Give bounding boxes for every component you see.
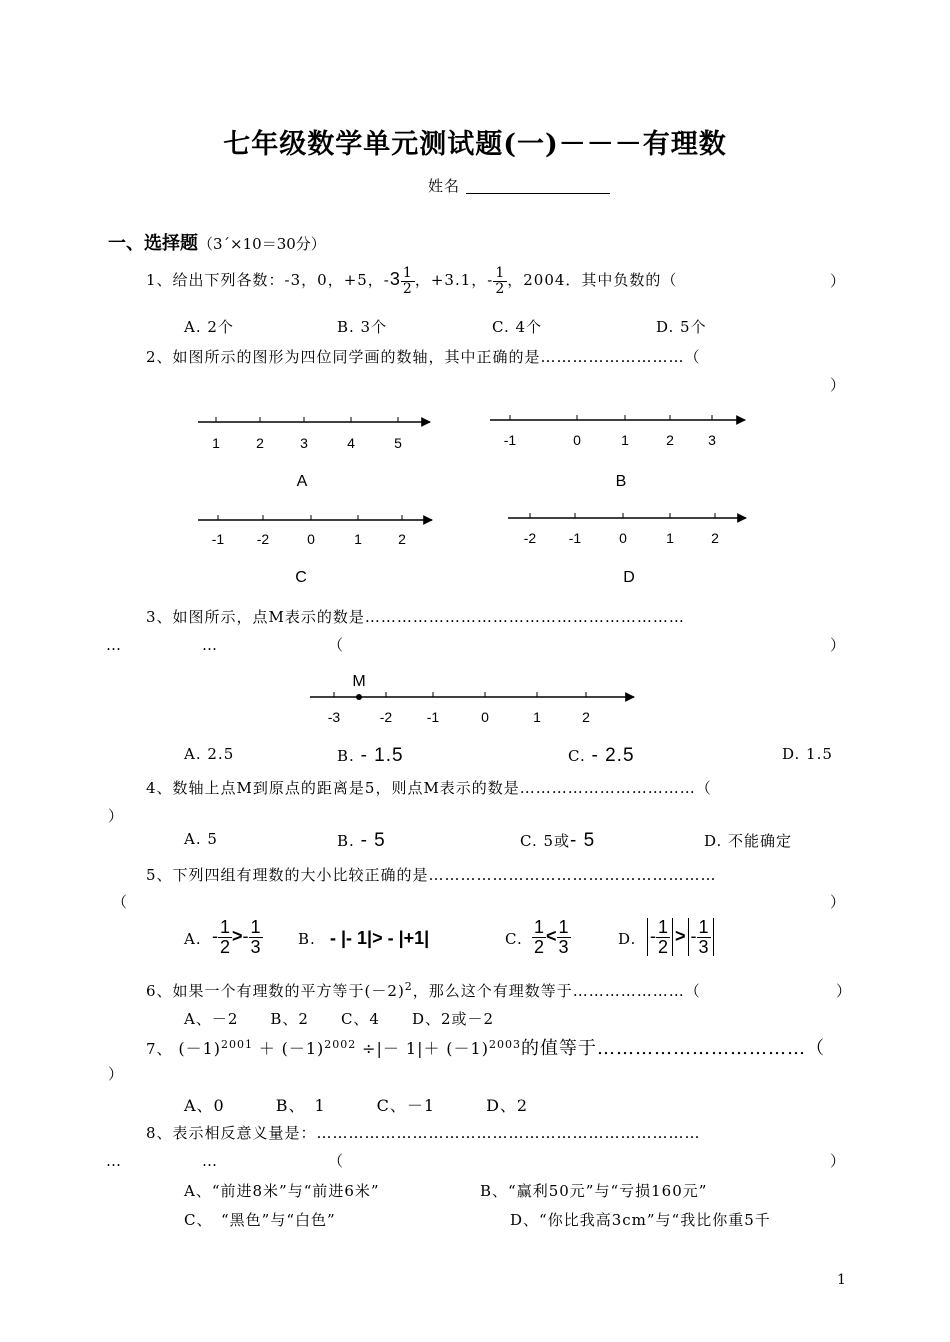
q3-open-paren: （ — [328, 636, 345, 654]
axis-d-tick-label: -1 — [568, 530, 582, 546]
section-heading — [108, 229, 326, 255]
axis-b-tick-label: 1 — [621, 432, 629, 448]
name-label: 姓名 — [428, 177, 461, 195]
q3-option-a-value: 2.5 — [207, 745, 235, 763]
axis-d-tick-label: -2 — [523, 530, 537, 546]
q4-option-a[interactable]: A. 5 — [184, 830, 218, 848]
q7-base-2: (－1) — [281, 1039, 325, 1058]
q5-close-paren: ） — [830, 893, 847, 911]
q2-close-paren: ） — [830, 376, 847, 394]
q5-c-lt: < — [546, 926, 557, 947]
q5-d-frac-right — [697, 918, 711, 957]
q5-d-frac-left — [656, 918, 670, 957]
q5-a-frac-right — [249, 918, 263, 957]
q8-continuation: … … — [106, 1152, 219, 1170]
q3-tick-label: 0 — [481, 709, 489, 725]
q3-tick-label: 2 — [582, 709, 590, 725]
q3-option-c-letter: C. — [568, 747, 586, 765]
q3-tick-label: -3 — [327, 709, 341, 725]
q5-c-frac-right-num: 1 — [558, 917, 569, 937]
axis-b-tick-label: 3 — [708, 432, 716, 448]
question-7 — [146, 1034, 825, 1060]
q1-frac1-den: 2 — [402, 280, 413, 297]
q5-d-gt: > — [675, 926, 686, 947]
q7-exp-2: 2002 — [324, 1038, 357, 1051]
q3-option-a[interactable] — [184, 745, 234, 763]
q7-div: ÷|－ 1|＋ — [362, 1039, 441, 1058]
q5-a-frac-right-den: 3 — [250, 936, 261, 957]
q5-c-frac-left-den: 2 — [534, 936, 545, 957]
question-2: 2、如图所示的图形为四位同学画的数轴，其中正确的是………………………（ — [146, 348, 701, 366]
axis-a-tick-label: 3 — [300, 435, 308, 451]
q7-prefix: 7、 — [146, 1040, 173, 1058]
q6-text-b: ，那么这个有理数等于…………………（ — [412, 982, 701, 1000]
q7-close-paren: ） — [108, 1065, 125, 1083]
q5-option-d-letter[interactable]: D. — [618, 930, 637, 948]
q1-text-b: ，+3.1，- — [414, 271, 494, 290]
q1-frac2-den: 2 — [495, 280, 506, 297]
q7-base-3: (－1) — [446, 1039, 489, 1058]
q5-a-minus-2: - — [242, 926, 249, 947]
q7-suffix: 的值等于……………………………（ — [520, 1038, 825, 1059]
q7-plus: ＋ — [258, 1039, 276, 1058]
q7-exp-3: 2003 — [488, 1038, 521, 1051]
page-title: 七年级数学单元测试题(一)－－－有理数 — [223, 129, 727, 160]
page-number: 1 — [837, 1272, 846, 1288]
q8-option-b[interactable]: B、“赢利50元”与“亏损160元” — [480, 1182, 708, 1200]
q7-base-1: (－1) — [178, 1039, 221, 1058]
q3-option-c[interactable] — [568, 745, 635, 767]
q5-a-minus: - — [212, 926, 218, 947]
q3-continuation: … … — [106, 636, 219, 654]
q3-number-line — [300, 664, 650, 734]
q5-option-d-expr — [645, 918, 716, 957]
q5-a-frac-left — [218, 918, 232, 957]
axis-b-tick-label: 0 — [573, 432, 581, 448]
axis-b — [490, 415, 745, 490]
axis-a-tick-label: 1 — [212, 435, 220, 451]
axis-c-tick-label: 1 — [354, 531, 362, 547]
q1-frac2-num: 1 — [495, 265, 506, 281]
q5-d-abs-bar — [713, 918, 714, 956]
axis-d-letter: D — [623, 569, 635, 586]
section-score: （3´×10＝30分） — [198, 235, 326, 253]
q4-option-b-letter: B. — [337, 832, 355, 850]
q5-a-frac-left-den: 2 — [220, 936, 231, 957]
axis-a-tick-label: 2 — [256, 435, 264, 451]
axis-a — [198, 417, 430, 490]
axis-d-tick-label: 1 — [666, 530, 674, 546]
q5-option-b-expr: - |- 1|> - |+1| — [330, 928, 430, 948]
q5-c-frac-right-den: 3 — [558, 936, 569, 957]
q8-option-d[interactable]: D、“你比我高3cm”与“我比你重5千 — [510, 1211, 771, 1229]
axis-b-tick-label: 2 — [666, 432, 674, 448]
q1-fraction-1 — [401, 266, 415, 296]
q5-c-frac-left — [532, 918, 546, 957]
q5-d-abs-bar — [688, 918, 689, 956]
q4-option-c-value: - 5 — [570, 830, 596, 851]
q1-option-a[interactable]: A. 2个 — [184, 318, 234, 336]
q1-frac1-num: 1 — [402, 265, 413, 281]
q2-number-line-figures — [0, 400, 950, 600]
q5-a-frac-left-num: 1 — [220, 917, 231, 937]
q3-option-b-value: - 1.5 — [360, 745, 404, 766]
q5-option-a-letter[interactable]: A. — [184, 930, 202, 948]
q3-option-d-value: 1.5 — [806, 745, 833, 763]
q3-option-b[interactable] — [337, 745, 404, 767]
q6-text: 6、如果一个有理数的平方等于(－2) — [146, 982, 405, 1000]
axis-b-letter: B — [615, 473, 627, 490]
q5-d-frac-left-den: 2 — [658, 936, 669, 957]
q1-option-b[interactable]: B. 3个 — [337, 318, 388, 336]
q3-close-paren: ） — [830, 636, 847, 654]
q4-option-b[interactable] — [337, 830, 386, 852]
name-blank[interactable] — [466, 193, 610, 194]
q5-c-frac-left-num: 1 — [534, 917, 545, 937]
q5-d-frac-right-num: 1 — [698, 917, 709, 937]
q5-c-frac-right — [557, 918, 571, 957]
question-3: 3、如图所示，点M表示的数是…………………………………………………… — [146, 608, 685, 626]
axis-a-letter: A — [296, 473, 308, 490]
q4-option-c[interactable] — [520, 830, 595, 852]
q5-d-frac-left-num: 1 — [658, 917, 669, 937]
question-8: 8、表示相反意义量是：……………………………………………………………… — [146, 1124, 701, 1142]
q5-option-c-letter[interactable]: C. — [505, 930, 523, 948]
q8-option-c[interactable]: C、 “黑色”与“白色” — [184, 1211, 336, 1229]
q1-mixed-whole: 3 — [389, 269, 401, 290]
question-6 — [146, 980, 701, 1001]
axis-d-tick-label: 0 — [619, 530, 627, 546]
q7-exp-1: 2001 — [221, 1038, 253, 1051]
q5-option-a-expr — [212, 918, 263, 957]
q1-close-paren: ） — [830, 272, 847, 290]
q3-tick-label: -2 — [379, 709, 393, 725]
axis-a-tick-label: 5 — [394, 435, 402, 451]
axis-c-tick-label: 0 — [307, 531, 315, 547]
q5-a-frac-right-num: 1 — [250, 917, 261, 937]
q6-superscript: 2 — [404, 980, 413, 993]
q5-option-b-letter[interactable]: B. — [298, 930, 316, 948]
q3-tick-label: 1 — [533, 709, 541, 725]
axis-d — [508, 513, 746, 586]
question-1 — [146, 266, 677, 296]
q3-option-d[interactable] — [782, 745, 833, 763]
section-label: 一、选择题 — [108, 233, 198, 254]
q4-option-c-text: C. 5或 — [520, 832, 571, 850]
q3-option-a-letter: A. — [184, 745, 202, 763]
q3-point-m-label: M — [352, 673, 366, 690]
q3-option-b-letter: B. — [337, 747, 355, 765]
q8-close-paren: ） — [830, 1152, 847, 1170]
q6-close-paren: ） — [836, 982, 853, 1000]
q5-open-paren: （ — [112, 893, 129, 911]
axis-c-tick-label: 2 — [398, 531, 406, 547]
q5-d-abs-bar — [672, 918, 673, 956]
q8-option-a[interactable]: A、“前进8米”与“前进6米” — [184, 1182, 380, 1200]
q1-text-a: 1、给出下列各数：-3，0，+5，- — [146, 271, 390, 290]
axis-d-tick-label: 2 — [711, 530, 719, 546]
q4-option-d[interactable]: D. 不能确定 — [704, 832, 793, 850]
axis-b-tick-label: -1 — [503, 432, 517, 448]
q1-option-c[interactable]: C. 4个 — [492, 318, 543, 336]
q5-option-c-expr — [532, 918, 571, 957]
q4-option-b-value: - 5 — [360, 830, 386, 851]
q3-point-m — [356, 694, 362, 700]
q1-fraction-2 — [493, 266, 507, 296]
q8-open-paren: （ — [328, 1152, 345, 1170]
q1-option-d[interactable]: D. 5个 — [656, 318, 707, 336]
q1-text-c: ，2004．其中负数的（ — [507, 271, 678, 290]
q5-d-abs-bar — [647, 918, 648, 956]
q3-option-c-value: - 2.5 — [591, 745, 635, 766]
axis-c — [198, 515, 432, 586]
q5-d-minus-2: - — [690, 926, 697, 947]
q4-close-paren: ） — [108, 807, 125, 825]
q5-a-gt: > — [232, 926, 243, 947]
q3-tick-label: -1 — [426, 709, 440, 725]
q6-options[interactable]: A、－2 B、2 C、4 D、2或－2 — [184, 1010, 495, 1028]
axis-c-tick-label: -1 — [211, 531, 225, 547]
question-5: 5、下列四组有理数的大小比较正确的是……………………………………………… — [146, 866, 717, 884]
axis-a-tick-label: 4 — [347, 435, 355, 451]
q5-d-frac-right-den: 3 — [698, 936, 709, 957]
q7-options[interactable]: A、0 B、 1 C、－1 D、2 — [184, 1096, 529, 1115]
axis-c-letter: C — [295, 569, 307, 586]
axis-c-tick-label: -2 — [256, 531, 270, 547]
q3-option-d-letter: D. — [782, 745, 801, 763]
question-4: 4、数轴上点M到原点的距离是5，则点M表示的数是……………………………（ — [146, 779, 712, 797]
q5-d-minus: - — [650, 926, 656, 947]
